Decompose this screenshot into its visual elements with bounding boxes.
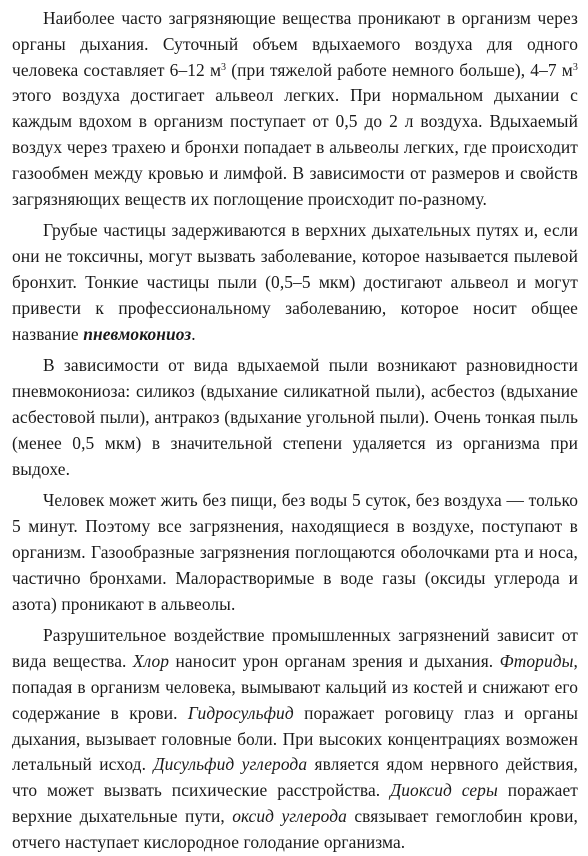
p5-text-7: связывает гемоглобин крови, отчего наступает кислородное голодание организма. xyxy=(12,805,578,852)
p1-text-3: этого воздуха достигает альвеол легких. При нормальном дыхании с каждым вдохом в организм поступает от 0,5 до 2 л воздуха. Вдыхаемый воздух через трахею и бронхи попадает в альвеолы легких, где происходит газообмен между кровью и лимфой. В зависимости от размеров и свойств загрязняющих веществ их поглощение происходит по-разному. xyxy=(12,85,578,209)
term-chlorine: Хлор xyxy=(132,651,170,672)
p5-text-2: наносит урон органам зрения и дыхания. xyxy=(169,651,500,672)
paragraph-coarse-particles xyxy=(12,218,578,347)
paragraph-breathing-intake xyxy=(12,6,578,212)
p5-text-5: является ядом нервного действия, что может вызвать психические расстройства. xyxy=(12,754,578,801)
term-carbon-oxide: оксид углерода xyxy=(232,805,347,826)
p1-superscript-1: 3 xyxy=(221,61,227,73)
term-hydrosulfide: Гидросульфид xyxy=(187,702,294,723)
p5-text-4: поражает роговицу глаз и органы дыхания, вызывает головные боли. При высоких концентрациях возможен летальный исход. xyxy=(12,702,578,775)
term-fluorides: Фториды xyxy=(499,651,574,672)
term-pneumoconiosis: пневмокониоз xyxy=(83,323,192,344)
paragraph-pollutant-effects xyxy=(12,623,578,855)
p1-superscript-2: 3 xyxy=(572,61,578,73)
term-carbon-disulfide: Дисульфид углерода xyxy=(153,754,308,775)
p5-text-3: , попадая в организм человека, вымывают кальций из костей и снижают его содержание в крови. xyxy=(12,651,578,723)
p5-text-1: Разрушительное воздействие промышленных загрязнений зависит от вида вещества. xyxy=(12,625,578,672)
p1-text-2: (при тяжелой работе немного больше), 4–7 м xyxy=(226,59,573,80)
paragraph-pneumoconiosis-types: В зависимости от вида вдыхаемой пыли возникают разновидности пневмокониоза: силикоз (вдыхание силикатной пыли), асбестоз (вдыхание асбестовой пыли), антракоз (вдыхание угольной пыли). Очень тонкая пыль (менее 0,5 мкм) в значительной степени удаляется из организма при выдохе. xyxy=(12,355,578,479)
p2-text-2: . xyxy=(191,323,196,344)
p1-text-1: Наиболее часто загрязняющие вещества проникают в организм через органы дыхания. Суточный объем вдыхаемого воздуха для одного человека составляет 6–12 м xyxy=(12,8,578,80)
p5-text-6: поражает верхние дыхательные пути, xyxy=(12,780,578,826)
p2-text-1: Грубые частицы задерживаются в верхних дыхательных путях и, если они не токсичны, могут вызвать заболевание, которое называется пылевой бронхит. Тонкие частицы пыли (0,5–5 мкм) достигают альвеол и могут привести к профессиональному заболеванию, которое носит общее название xyxy=(12,220,578,344)
paragraph-air-necessity: Человек может жить без пищи, без воды 5 суток, без воздуха — только 5 минут. Поэтому все загрязнения, находящиеся в воздухе, поступают в организм. Газообразные загрязнения поглощаются оболочками рта и носа, частично бронхами. Малорастворимые в воде газы (оксиды углерода и азота) проникают в альвеолы. xyxy=(12,490,578,614)
term-sulfur-dioxide: Диоксид серы xyxy=(390,780,498,801)
